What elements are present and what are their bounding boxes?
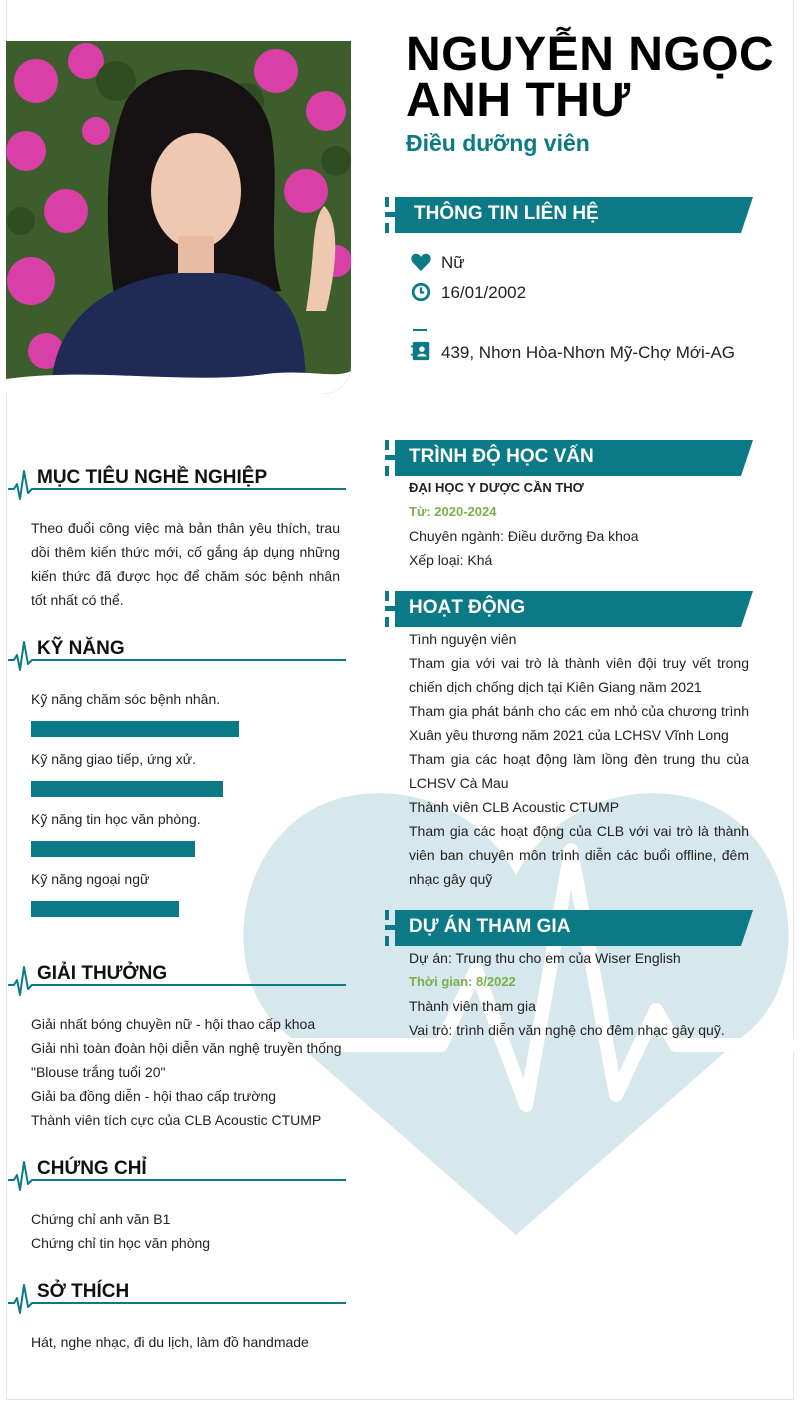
section-header-activities <box>385 591 753 627</box>
clock-icon <box>410 281 432 303</box>
address-text: 439, Nhơn Hòa-Nhơn Mỹ-Chợ Mới-AG <box>441 343 736 362</box>
blank-contact-dash <box>413 329 427 331</box>
activity-item: Tham gia các hoạt động của CLB với vai trò là thành viên ban chuyên môn trình diễn các buổi offline, đêm nhạc gây quỹ <box>409 823 749 887</box>
section-title: HOẠT ĐỘNG <box>409 597 526 618</box>
section-header-projects <box>385 910 753 946</box>
award-item: Giải nhất bóng chuyền nữ - hội thao cấp khoa <box>31 1016 316 1032</box>
activity-item: Tình nguyện viên <box>409 631 517 647</box>
skill-level-bar <box>31 901 179 917</box>
section-header-objective <box>8 465 346 505</box>
job-title: Điều dưỡng viên <box>406 130 590 156</box>
section-header-certificates <box>8 1156 346 1196</box>
section-header-skills <box>8 636 346 676</box>
section-title: DỰ ÁN THAM GIA <box>409 916 571 937</box>
study-rank: Xếp loại: Khá <box>409 552 493 568</box>
objective-text: Theo đuổi công việc mà bản thân yêu thích, trau dồi thêm kiến thức mới, cố gắng áp dụng những kiến thức đã được học để chăm sóc bệnh nhân tốt nhất có thể. <box>31 520 340 608</box>
section-title: SỞ THÍCH <box>37 1281 130 1302</box>
skill-level-bar <box>31 721 239 737</box>
project-member: Thành viên tham gia <box>409 998 536 1014</box>
activity-item: Tham gia phát bánh cho các em nhỏ của chương trình Xuân yêu thương năm 2021 của LCHSV Vĩnh Long <box>409 703 749 743</box>
gender-text: Nữ <box>441 253 465 272</box>
project-time: Thời gian: 8/2022 <box>409 974 516 989</box>
profile-photo <box>6 41 351 394</box>
award-item: Giải nhì toàn đoàn hội diễn văn nghệ truyền thống "Blouse trắng tuổi 20" <box>31 1040 342 1080</box>
section-header-awards <box>8 961 346 1001</box>
section-header-hobbies <box>8 1279 346 1319</box>
section-title: KỸ NĂNG <box>37 638 125 659</box>
name-line-2: ANH THƯ <box>406 74 631 127</box>
heart-icon <box>410 251 432 273</box>
project-role: Vai trò: trình diễn văn nghệ cho đêm nhạc gây quỹ. <box>409 1022 725 1038</box>
section-title: THÔNG TIN LIÊN HỆ <box>414 203 599 224</box>
section-title: MỤC TIÊU NGHỀ NGHIỆP <box>37 467 268 488</box>
skill-label: Kỹ năng ngoại ngữ <box>31 871 150 887</box>
address-book-icon <box>410 340 432 362</box>
awards-list <box>31 1012 349 1132</box>
study-major: Chuyên ngành: Điều dưỡng Đa khoa <box>409 528 639 544</box>
section-title: TRÌNH ĐỘ HỌC VẤN <box>409 446 594 467</box>
name-line-1: NGUYỄN NGỌC <box>406 28 775 81</box>
award-item: Giải ba đồng diễn - hội thao cấp trường <box>31 1088 277 1104</box>
study-period: Từ: 2020-2024 <box>409 504 497 519</box>
project-name: Dự án: Trung thu cho em của Wiser English <box>409 950 681 966</box>
skill-label: Kỹ năng chăm sóc bệnh nhân. <box>31 691 221 707</box>
section-header-education <box>385 440 753 476</box>
activity-item: Tham gia các hoạt động làm lồng đèn trung thu của LCHSV Cà Mau <box>409 751 749 791</box>
skill-level-bar <box>31 841 195 857</box>
activities-list <box>409 627 749 891</box>
certificate-item: Chứng chỉ anh văn B1 <box>31 1211 171 1227</box>
section-header-contact <box>385 197 753 233</box>
section-title: CHỨNG CHỈ <box>37 1158 147 1179</box>
award-item: Thành viên tích cực của CLB Acoustic CTUMP <box>31 1112 322 1128</box>
section-title: GIẢI THƯỞNG <box>37 963 168 984</box>
skill-level-bar <box>31 781 223 797</box>
activity-item: Thành viên CLB Acoustic CTUMP <box>409 799 620 815</box>
hobbies-text: Hát, nghe nhạc, đi du lịch, làm đồ handmade <box>31 1334 309 1350</box>
skill-label: Kỹ năng giao tiếp, ứng xử. <box>31 751 197 767</box>
school-name: ĐẠI HỌC Y DƯỢC CẦN THƠ <box>409 480 584 495</box>
skill-label: Kỹ năng tin học văn phòng. <box>31 811 201 827</box>
full-name <box>406 28 775 127</box>
birthday-text: 16/01/2002 <box>441 283 527 302</box>
activity-item: Tham gia với vai trò là thành viên đội truy vết trong chiến dịch chống dịch tại Kiên Giang năm 2021 <box>409 655 749 695</box>
certificate-item: Chứng chỉ tin học văn phòng <box>31 1235 211 1251</box>
certificates-list <box>31 1207 210 1255</box>
